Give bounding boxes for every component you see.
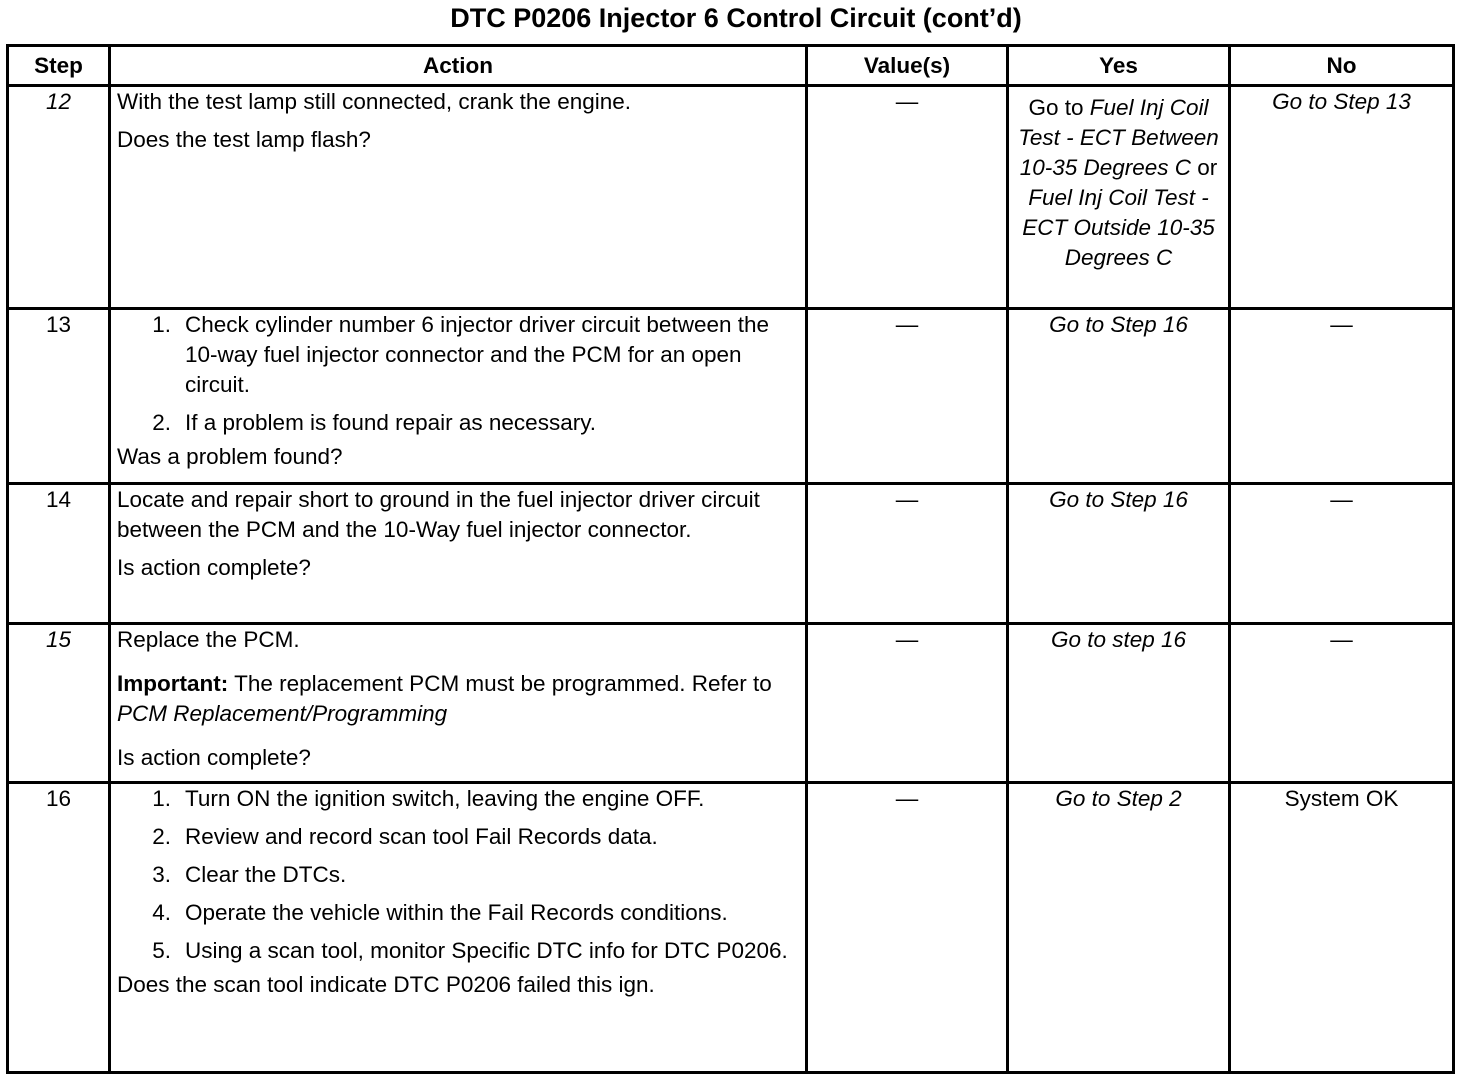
yes-cell[interactable]: Go to step 16	[1008, 624, 1230, 783]
table-row	[8, 309, 1454, 484]
step-number: 16	[8, 783, 110, 1073]
action-question: Is action complete?	[117, 555, 311, 580]
header-values: Value(s)	[807, 46, 1008, 86]
action-cell	[110, 484, 807, 624]
list-item: 1. Check cylinder number 6 injector driver circuit between the 10-way fuel injector connector and the PCM for an open circuit.	[152, 312, 770, 397]
action-text: Locate and repair short to ground in the fuel injector driver circuit between the PCM and the 10-Way fuel injector connector.	[117, 487, 760, 542]
value-cell: —	[807, 624, 1008, 783]
action-cell	[110, 783, 807, 1073]
table-row	[8, 624, 1454, 783]
action-cell	[110, 309, 807, 484]
important-label: Important:	[117, 671, 229, 696]
list-item: 2. Review and record scan tool Fail Records data.	[152, 824, 658, 849]
action-question: Was a problem found?	[117, 444, 343, 469]
header-yes: Yes	[1008, 46, 1230, 86]
value-cell: —	[807, 309, 1008, 484]
value-cell: —	[807, 783, 1008, 1073]
yes-link-ect-between[interactable]: Fuel Inj Coil Test - ECT Between 10-35 Degrees C	[1018, 95, 1219, 180]
diagnostic-table	[6, 44, 1455, 1074]
important-text: The replacement PCM must be programmed. Refer to	[228, 671, 772, 696]
step-number: 13	[8, 309, 110, 484]
action-question: Does the scan tool indicate DTC P0206 failed this ign.	[117, 972, 655, 997]
no-cell: —	[1230, 484, 1454, 624]
yes-cell	[1008, 86, 1230, 309]
yes-cell[interactable]: Go to Step 16	[1008, 309, 1230, 484]
no-cell: —	[1230, 309, 1454, 484]
action-question: Is action complete?	[117, 745, 311, 770]
table-row	[8, 783, 1454, 1073]
list-item: 3. Clear the DTCs.	[152, 862, 347, 887]
pcm-programming-link[interactable]: PCM Replacement/Programming	[117, 701, 448, 726]
no-cell[interactable]: Go to Step 13	[1230, 86, 1454, 309]
action-list	[117, 310, 799, 438]
action-cell	[110, 624, 807, 783]
yes-prefix: Go to	[1028, 95, 1090, 120]
header-row	[8, 46, 1454, 86]
list-item: 4. Operate the vehicle within the Fail Records conditions.	[152, 900, 728, 925]
header-step: Step	[8, 46, 110, 86]
action-cell	[110, 86, 807, 309]
yes-link-ect-outside[interactable]: Fuel Inj Coil Test - ECT Outside 10-35 Degrees C	[1022, 185, 1215, 270]
action-list	[117, 784, 799, 966]
list-item: 5. Using a scan tool, monitor Specific DTC info for DTC P0206.	[152, 938, 788, 963]
action-text: With the test lamp still connected, crank the engine.	[117, 89, 632, 114]
no-cell: System OK	[1230, 783, 1454, 1073]
step-number: 14	[8, 484, 110, 624]
value-cell: —	[807, 484, 1008, 624]
action-text: Replace the PCM.	[117, 627, 300, 652]
action-question: Does the test lamp flash?	[117, 127, 371, 152]
step-number: 12	[8, 86, 110, 309]
header-no: No	[1230, 46, 1454, 86]
value-cell: —	[807, 86, 1008, 309]
list-item: 1. Turn ON the ignition switch, leaving the engine OFF.	[152, 786, 705, 811]
yes-cell[interactable]: Go to Step 2	[1008, 783, 1230, 1073]
no-cell: —	[1230, 624, 1454, 783]
yes-cell[interactable]: Go to Step 16	[1008, 484, 1230, 624]
page-title: DTC P0206 Injector 6 Control Circuit (cont’d)	[450, 3, 1022, 33]
yes-or: or	[1191, 155, 1218, 180]
table-row	[8, 484, 1454, 624]
important-note	[117, 669, 799, 729]
header-action: Action	[110, 46, 807, 86]
list-item: 2. If a problem is found repair as necessary.	[152, 410, 597, 435]
table-row	[8, 86, 1454, 309]
step-number: 15	[8, 624, 110, 783]
